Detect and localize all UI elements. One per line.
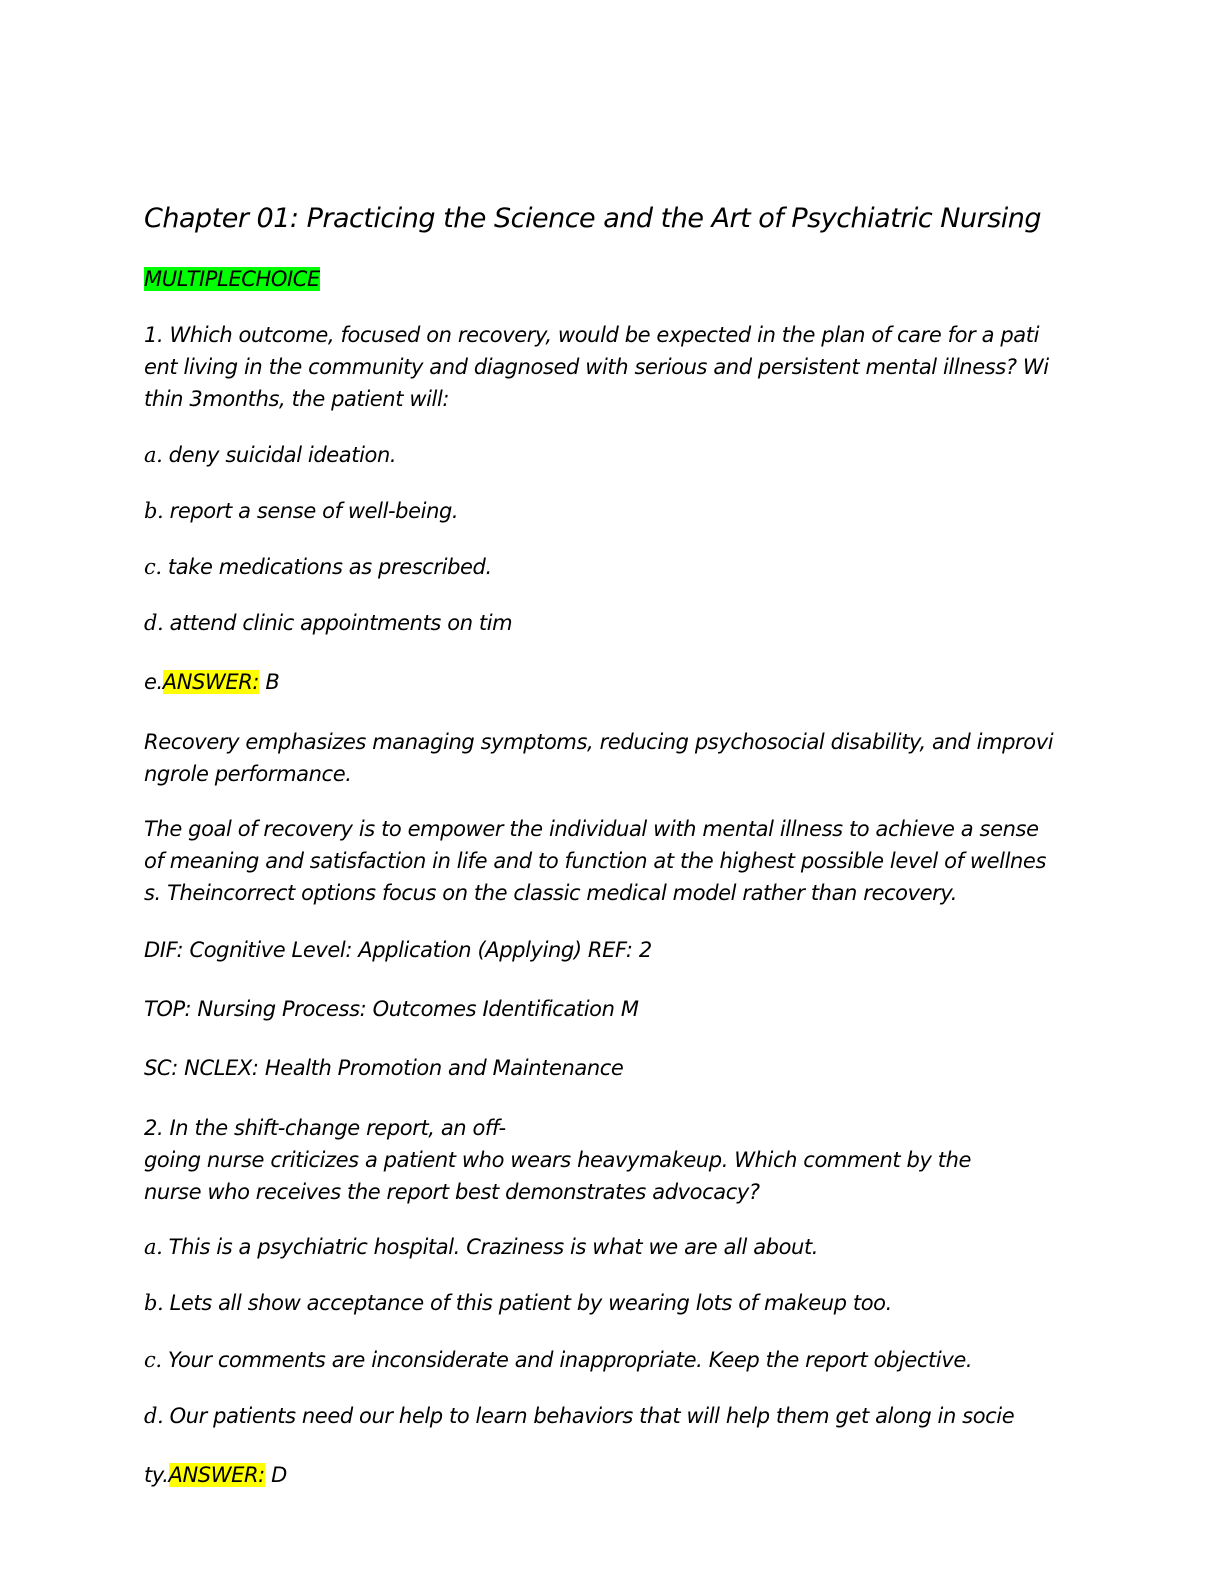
option-text: Our patients need our help to learn behaviors that will help them get along in socie [163,1404,1015,1428]
q1-rationale-line: Recovery emphasizes managing symptoms, reducing psychosocial disability, and improvi [144,730,1054,754]
q1-stem-line: thin 3months, the patient will: [144,387,450,411]
answer-value: B [259,670,280,694]
q2-stem-line: going nurse criticizes a patient who wears heavymakeup. Which comment by the [144,1148,972,1172]
q1-dif: DIF: Cognitive Level: Application (Applying) REF: 2 [144,938,652,962]
q1-answer-line [144,669,279,695]
q1-rationale-line: of meaning and satisfaction in life and to function at the highest possible level of wellnes [144,849,1046,873]
answer-value: D [264,1463,287,1487]
option-text: take medications as prescribed. [161,555,492,579]
q2-option-c [144,1347,972,1373]
q1-rationale-line: ngrole performance. [144,762,352,786]
answer-label: ANSWER: [168,1463,265,1487]
option-letter: c. [144,555,162,579]
q2-option-b [144,1290,892,1316]
option-text: deny suicidal ideation. [162,443,397,467]
answer-prefix: e. [144,670,163,694]
section-label-line [144,266,320,292]
q2-stem-line: 2. In the shift-change report, an off- [144,1116,506,1140]
option-letter: d. [144,1404,164,1428]
option-letter: a. [144,443,163,467]
q1-option-d [144,610,512,636]
chapter-title: Chapter 01: Practicing the Science and the Art of Psychiatric Nursing [144,203,1042,234]
option-text: attend clinic appointments on tim [163,611,513,635]
option-letter: b. [144,499,164,523]
option-letter: b. [144,1291,164,1315]
q1-sc: SC: NCLEX: Health Promotion and Maintenance [144,1056,624,1080]
option-text: This is a psychiatric hospital. Craziness is what we are all about. [162,1235,819,1259]
option-text: Lets all show acceptance of this patient by wearing lots of makeup too. [163,1291,892,1315]
option-letter: d. [144,611,164,635]
q1-option-a [144,442,396,468]
q2-answer-line [144,1462,287,1488]
q1-stem-line: 1. Which outcome, focused on recovery, would be expected in the plan of care for a pati [144,323,1040,347]
option-letter: c. [144,1348,162,1372]
q1-option-c [144,554,492,580]
option-letter: a. [144,1235,163,1259]
q2-option-d [144,1403,1014,1429]
q2-option-a [144,1234,818,1260]
q1-stem-line: ent living in the community and diagnosed with serious and persistent mental illness? Wi [144,355,1049,379]
answer-prefix: ty. [144,1463,169,1487]
answer-label: ANSWER: [162,670,260,694]
q1-top: TOP: Nursing Process: Outcomes Identification M [144,997,639,1021]
q1-option-b [144,498,458,524]
q1-rationale-line: The goal of recovery is to empower the individual with mental illness to achieve a sense [144,817,1039,841]
q2-stem-line: nurse who receives the report best demonstrates advocacy? [144,1180,760,1204]
option-text: report a sense of well-being. [163,499,459,523]
option-text: Your comments are inconsiderate and inappropriate. Keep the report objective. [161,1348,973,1372]
q1-rationale-line: s. Theincorrect options focus on the classic medical model rather than recovery. [144,881,958,905]
section-label: MULTIPLECHOICE [144,267,320,291]
